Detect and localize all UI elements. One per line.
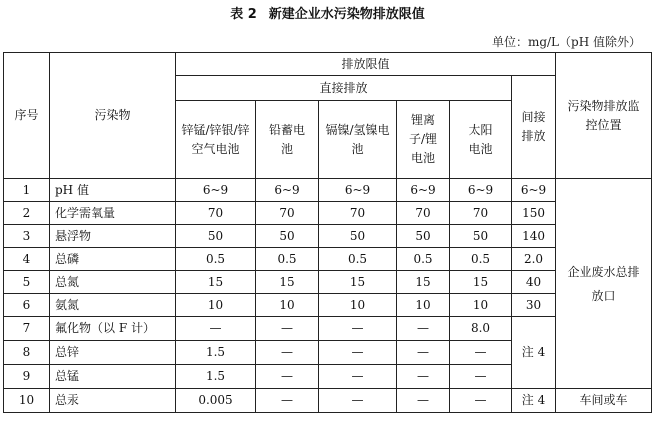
value-nickel: 10	[319, 294, 397, 317]
value-lead: 10	[256, 294, 319, 317]
value-indirect: 40	[512, 271, 556, 294]
header-pollutant: 污染物	[50, 53, 176, 179]
unit-note: 单位：mg/L（pH 值除外）	[491, 35, 641, 49]
table-row	[4, 294, 652, 317]
value-nickel: —	[319, 317, 397, 341]
row-number: 1	[4, 179, 50, 202]
value-lithium: —	[397, 389, 450, 413]
value-indirect: 30	[512, 294, 556, 317]
row-number: 8	[4, 341, 50, 365]
value-solar: —	[450, 389, 512, 413]
header-solar-battery: 太阳电池	[450, 101, 512, 179]
value-nickel: 6~9	[319, 179, 397, 202]
value-zinc: 0.5	[176, 248, 256, 271]
table-title	[0, 7, 655, 23]
table-row	[4, 317, 652, 341]
value-zinc: 50	[176, 225, 256, 248]
value-indirect: 150	[512, 202, 556, 225]
value-solar: 10	[450, 294, 512, 317]
table-row	[4, 271, 652, 294]
value-zinc: 6~9	[176, 179, 256, 202]
header-emission-limit: 排放限值	[176, 53, 556, 76]
header-lead-battery: 铅蓄电池	[256, 101, 319, 179]
value-solar: —	[450, 341, 512, 365]
value-zinc: 1.5	[176, 365, 256, 389]
value-lithium: 6~9	[397, 179, 450, 202]
value-zinc: 0.005	[176, 389, 256, 413]
row-number: 9	[4, 365, 50, 389]
value-lead: —	[256, 365, 319, 389]
value-zinc: —	[176, 317, 256, 341]
table-row	[4, 389, 652, 413]
pollutant-name: 化学需氧量	[50, 202, 176, 225]
header-direct-discharge: 直接排放	[176, 76, 512, 101]
header-zinc-battery: 锌锰/锌银/锌空气电池	[176, 101, 256, 179]
value-solar: 70	[450, 202, 512, 225]
monitor-location-workshop: 车间或车	[556, 389, 652, 413]
value-lead: —	[256, 341, 319, 365]
value-lithium: 10	[397, 294, 450, 317]
pollutant-name: pH 值	[50, 179, 176, 202]
value-solar: 15	[450, 271, 512, 294]
value-nickel: 0.5	[319, 248, 397, 271]
value-solar: 0.5	[450, 248, 512, 271]
value-lithium: 70	[397, 202, 450, 225]
monitor-location-total-outlet: 企业废水总排放口	[556, 179, 652, 389]
table-row	[4, 248, 652, 271]
row-number: 7	[4, 317, 50, 341]
value-lithium: —	[397, 317, 450, 341]
value-zinc: 15	[176, 271, 256, 294]
value-solar: 8.0	[450, 317, 512, 341]
row-number: 6	[4, 294, 50, 317]
emission-limits-table	[3, 52, 652, 413]
row-number: 4	[4, 248, 50, 271]
pollutant-name: 总锌	[50, 341, 176, 365]
pollutant-name: 总锰	[50, 365, 176, 389]
value-lithium: —	[397, 341, 450, 365]
pollutant-name: 氨氮	[50, 294, 176, 317]
header-seq: 序号	[4, 53, 50, 179]
value-zinc: 1.5	[176, 341, 256, 365]
value-lead: 15	[256, 271, 319, 294]
table-title-text: 新建企业水污染物排放限值	[268, 7, 425, 22]
table-row	[4, 225, 652, 248]
value-lithium: 50	[397, 225, 450, 248]
value-nickel: —	[319, 389, 397, 413]
indirect-note: 注 4	[512, 317, 556, 389]
value-lithium: 0.5	[397, 248, 450, 271]
row-number: 3	[4, 225, 50, 248]
value-nickel: 70	[319, 202, 397, 225]
pollutant-name: 总汞	[50, 389, 176, 413]
header-monitor-location: 污染物排放监控位置	[556, 53, 652, 179]
value-lead: 50	[256, 225, 319, 248]
pollutant-name: 悬浮物	[50, 225, 176, 248]
value-nickel: 50	[319, 225, 397, 248]
value-nickel: 15	[319, 271, 397, 294]
row-number: 10	[4, 389, 50, 413]
value-lithium: —	[397, 365, 450, 389]
value-indirect: 140	[512, 225, 556, 248]
value-lead: —	[256, 317, 319, 341]
value-lead: 6~9	[256, 179, 319, 202]
header-lithium-battery: 锂离子/锂电池	[397, 101, 450, 179]
row-number: 2	[4, 202, 50, 225]
value-zinc: 10	[176, 294, 256, 317]
value-zinc: 70	[176, 202, 256, 225]
value-solar: 50	[450, 225, 512, 248]
value-solar: 6~9	[450, 179, 512, 202]
value-nickel: —	[319, 365, 397, 389]
value-lead: —	[256, 389, 319, 413]
pollutant-name: 总磷	[50, 248, 176, 271]
value-indirect: 注 4	[512, 389, 556, 413]
table-row	[4, 179, 652, 202]
value-lithium: 15	[397, 271, 450, 294]
value-nickel: —	[319, 341, 397, 365]
header-nickel-battery: 镉镍/氢镍电池	[319, 101, 397, 179]
pollutant-name: 氟化物（以 F 计）	[50, 317, 176, 341]
header-indirect-discharge: 间接排放	[512, 76, 556, 179]
pollutant-name: 总氮	[50, 271, 176, 294]
table-row	[4, 202, 652, 225]
value-indirect: 2.0	[512, 248, 556, 271]
row-number: 5	[4, 271, 50, 294]
value-solar: —	[450, 365, 512, 389]
table-number: 表 2	[230, 7, 257, 22]
value-lead: 70	[256, 202, 319, 225]
value-indirect: 6~9	[512, 179, 556, 202]
value-lead: 0.5	[256, 248, 319, 271]
